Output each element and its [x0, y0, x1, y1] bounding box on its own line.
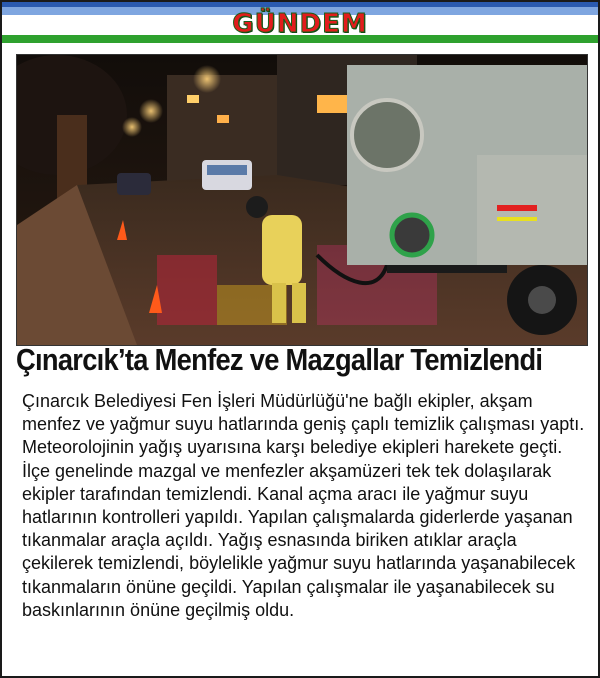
- night-street-cleaning-photo: [17, 55, 587, 345]
- article-headline: Çınarcık’ta Menfez ve Mazgallar Temizlendi: [16, 342, 543, 377]
- news-photo: [16, 54, 588, 346]
- section-header-band: [2, 2, 598, 46]
- article-body: [22, 390, 592, 622]
- section-title: GÜNDEM: [232, 9, 368, 39]
- article-paragraph: Meteorolojinin yağış uyarısına karşı belediye ekipleri harekete geçti. İlçe genelinde mazgal ve menfezler akşamüzeri tek tek dolaşılarak ekipler tarafından temizlendi. Kanal açma aracı ile yağmur suyu hatlarının kontrolleri yapıldı. Yapılan çalışmalarda giderlerde yaşanan tıkanmalar araçla açıldı. Yağış esnasında biriken atıklar araçla çekilerek temizlendi, böylelikle yağmur suyu hatlarında yaşanabilecek tıkanmaların önüne geçildi. Yapılan çalışmalar ile yaşanabilecek su baskınlarının önüne geçilmiş oldu.: [22, 437, 576, 620]
- article-paragraph: Çınarcık Belediyesi Fen İşleri Müdürlüğü'ne bağlı ekipler, akşam menfez ve yağmur suyu hatlarında geniş çaplı temizlik çalışması yaptı.: [22, 391, 585, 435]
